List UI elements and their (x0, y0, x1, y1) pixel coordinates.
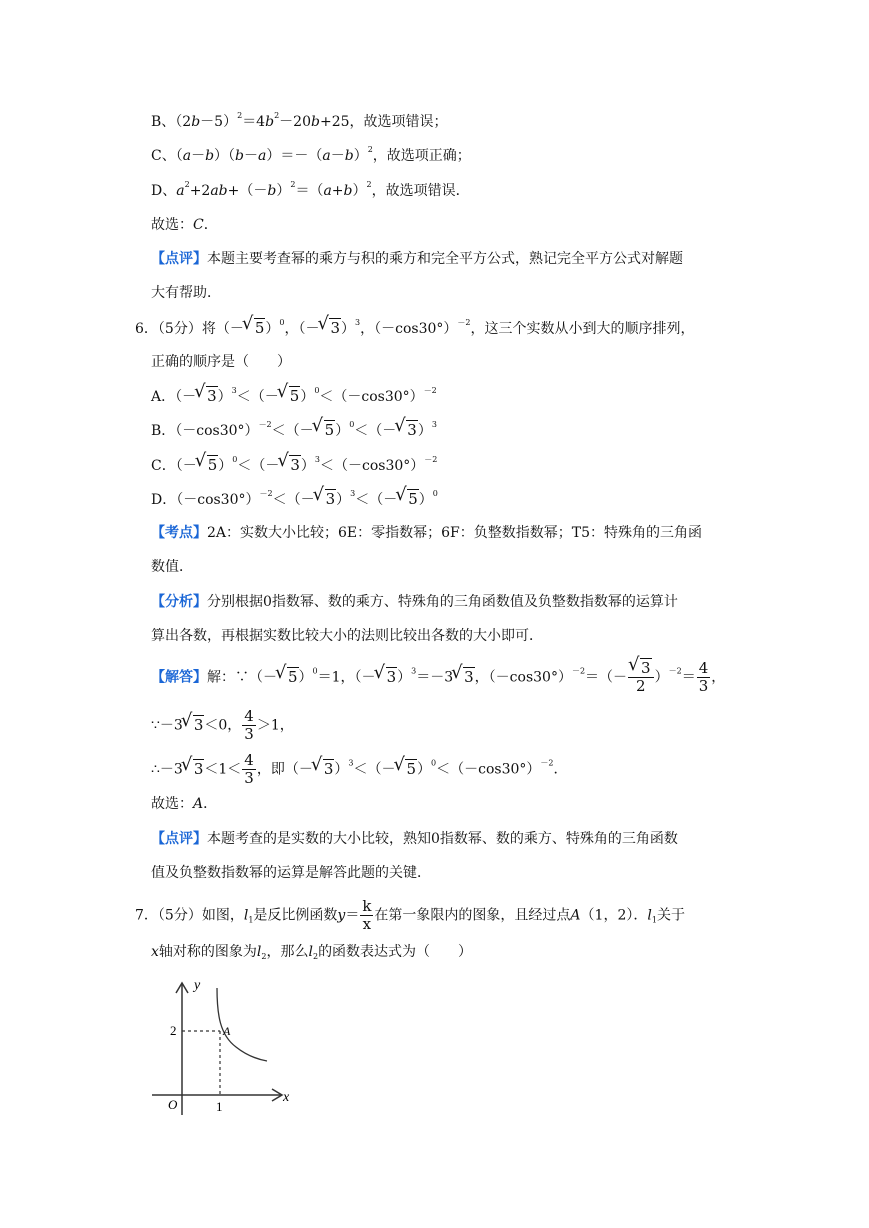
q6-kaodian-cont: 数值． (151, 559, 193, 575)
q6-stem: 6．（5分）将（－√ 5）$^0$，（－√ 3）$^3$，$(-\cos 30^\circ)^{-2}$，这三个实数从小到大的顺序排列， (135, 318, 694, 339)
fenxi-tag: 【分析】 (151, 594, 207, 610)
point-a-label: A (223, 1024, 231, 1038)
q6-option-a: A．（－√ 3）$^3$＜（－√ $5)^0<(-\cos 30^\circ)^{-2}$ (151, 386, 437, 407)
fenxi-text: 分别根据0指数幂、数的乘方、特殊角的三角函数值及负整数指数幂的运算计 (207, 594, 678, 610)
q6-option-b: B．$(-\cos 30^\circ)^{-2}<(-√$ 5）$^0$＜（－√ 3）$^3$ (151, 420, 437, 441)
q7-stem: 7．（5分）如图，$l_1$是反比例函数y＝ $\frac{k}{x}$ 在第一象限内的图象，且经过点A（1，2）．$l_1$关于 (135, 897, 685, 933)
review-q6-text: 本题考查的是实数的大小比较，熟知0指数幂、数的乘方、特殊角的三角函数 (207, 831, 678, 847)
review-tag: 【点评】 (151, 251, 207, 267)
option-c-explanation: C、$(a-b)(b-a)=-(a-b)^2$，故选项正确； (151, 145, 471, 164)
q6-option-c: C．（－√ 5）$^0$＜（－√ $3)^3<(-\cos 30^\circ)^{-2}$ (151, 455, 437, 476)
q6-jieda: 【解答】解：∵（－√ 5）$^0$＝1，（－√ 3）$^3$＝－3√ 3，$(-\cos 30^\circ)^{-2}=(-$ √ $\frac{3}{2}$ ）$^{-2}$＝ $\frac{4}{3}$ ， (151, 660, 725, 695)
q6-fenxi (151, 592, 678, 612)
q7-stem-cont: x轴对称的图象为$l_2$，那么$l_2$的函数表达式为（ ） (151, 944, 473, 961)
review-q5-cont: 大有帮助． (151, 285, 221, 301)
q7-graph (140, 975, 305, 1125)
tick-x-label: 1 (216, 1099, 223, 1114)
kaodian-tag: 【考点】 (151, 525, 207, 541)
option-d-explanation: D、$a^2+2ab+(-b)^2=(a+b)^2$，故选项错误． (151, 180, 470, 199)
q6-kaodian (151, 523, 702, 543)
tick-y-label: 2 (170, 1023, 177, 1038)
origin-label: O (168, 1097, 178, 1112)
review-q6 (151, 829, 678, 849)
review-tag-q6: 【点评】 (151, 831, 207, 847)
answer-q5: 故选：C． (151, 217, 218, 233)
y-label: y (194, 978, 201, 993)
answer-q6: 故选：A． (151, 796, 218, 812)
option-b-explanation: B、$(2b-5)^2=4b^2-20b+25$，故选项错误； (151, 111, 448, 130)
review-q5 (151, 249, 683, 269)
review-q6-cont: 值及负整数指数幂的运算是解答此题的关键． (151, 865, 431, 881)
q6-jieda-2: ∵－3√ 3＜0， $\frac{4}{3}$ ＞1， (151, 708, 294, 743)
jieda-tag: 【解答】 (151, 669, 207, 686)
q6-fenxi-cont: 算出各数，再根据实数比较大小的法则比较出各数的大小即可． (151, 628, 543, 644)
q6-jieda-3: ∴－3√ 3＜1＜ $\frac{4}{3}$ ，即（－√ 3）$^3$＜（－√ $5)^0<(-\cos 30^\circ)^{-2}$． (151, 752, 568, 787)
q6-stem-cont: 正确的顺序是（ ） (151, 354, 291, 370)
kaodian-text: 2A：实数大小比较；6E：零指数幂；6F：负整数指数幂；T5：特殊角的三角函 (207, 525, 703, 541)
review-q5-text: 本题主要考查幂的乘方与积的乘方和完全平方公式，熟记完全平方公式对解题 (207, 251, 683, 267)
x-label: x (283, 1090, 290, 1105)
q6-option-d: D．$(-\cos 30^\circ)^{-2}<(-√$ 3）$^3$＜（－√ 5）$^0$ (151, 489, 438, 510)
